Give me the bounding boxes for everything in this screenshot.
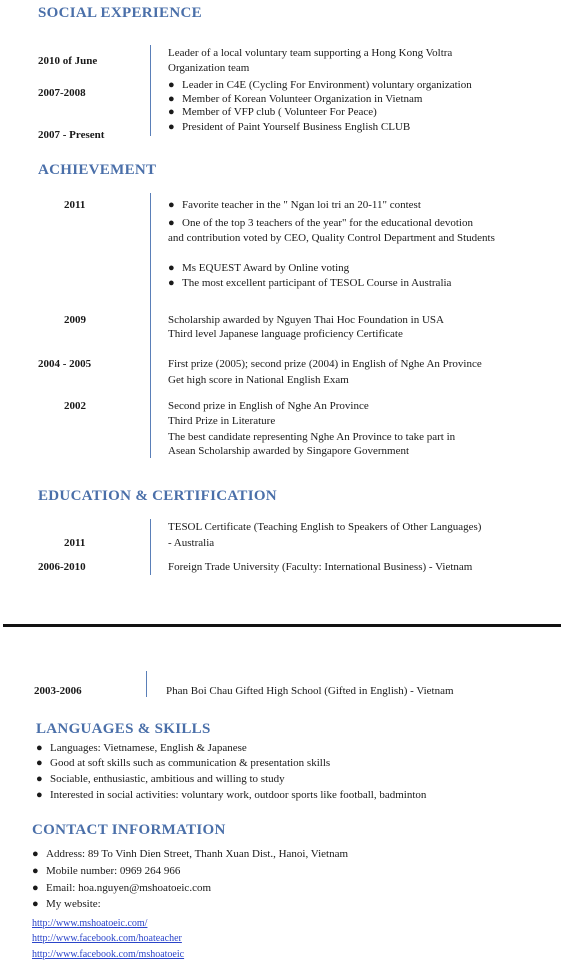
entry-text: Organization team [168,62,250,74]
entry-text: First prize (2005); second prize (2004) in English of Nghe An Province [168,358,482,370]
bullet-icon: ● [168,93,175,105]
entry-text: Third Prize in Literature [168,415,276,427]
contact-heading: CONTACT INFORMATION [32,822,226,838]
bullet-icon: ● [168,79,175,91]
entry-text: - Australia [168,537,215,549]
bullet-icon: ● [32,882,39,894]
section-rule [150,45,151,136]
list-item: ● President of Paint Yourself Business English CLUB [168,121,411,133]
list-item: ● Sociable, enthusiastic, ambitious and willing to study [36,773,285,785]
bullet-icon: ● [168,106,175,118]
achievement-heading: ACHIEVEMENT [38,162,157,178]
languages-skills-heading: LANGUAGES & SKILLS [36,721,211,737]
entry-text: The best candidate representing Nghe An Province to take part in [168,431,456,443]
bullet-icon: ● [168,121,175,133]
bullet-icon: ● [36,757,43,769]
list-item: ● Favorite teacher in the " Ngan loi tri an 20-11" contest [168,199,421,211]
date-label: 2010 of June [38,55,98,67]
entry-text: and contribution voted by CEO, Quality Control Department and Students [168,232,495,244]
list-item: ● The most excellent participant of TESOL Course in Australia [168,277,452,289]
education-heading: EDUCATION & CERTIFICATION [38,488,277,504]
contact-website: ● My website: [32,898,101,910]
bullet-icon: ● [32,898,39,910]
bullet-icon: ● [168,262,175,274]
bullet-icon: ● [32,848,39,860]
section-rule [146,671,147,697]
list-item: ● Languages: Vietnamese, English & Japanese [36,742,247,754]
bullet-icon: ● [36,742,43,754]
contact-email: ● Email: hoa.nguyen@mshoatoeic.com [32,882,212,894]
contact-address: ● Address: 89 To Vinh Dien Street, Thanh Xuan Dist., Hanoi, Vietnam [32,848,349,860]
entry-text: Asean Scholarship awarded by Singapore Government [168,445,410,457]
bullet-icon: ● [32,865,39,877]
list-item: ● One of the top 3 teachers of the year" for the educational devotion [168,217,473,229]
entry-text: Foreign Trade University (Faculty: International Business) - Vietnam [168,561,473,573]
date-label: 2009 [64,314,86,326]
list-item: ● Leader in C4E (Cycling For Environment) voluntary organization [168,79,472,91]
bullet-icon: ● [168,277,175,289]
date-label: 2011 [64,199,86,211]
entry-text: Get high score in National English Exam [168,374,349,386]
entry-text: Second prize in English of Nghe An Province [168,400,369,412]
bullet-icon: ● [36,789,43,801]
social-experience-heading: SOCIAL EXPERIENCE [38,5,202,21]
entry-text: TESOL Certificate (Teaching English to Speakers of Other Languages) [168,521,482,533]
facebook-link[interactable]: http://www.facebook.com/mshoatoeic [32,949,185,960]
website-link[interactable]: http://www.mshoatoeic.com/ [32,918,148,929]
section-rule [150,193,151,458]
date-label: 2011 [64,537,86,549]
entry-text: Phan Boi Chau Gifted High School (Gifted in English) - Vietnam [166,685,454,697]
date-label: 2007-2008 [38,87,86,99]
date-label: 2003-2006 [34,685,82,697]
section-rule [150,519,151,575]
facebook-link[interactable]: http://www.facebook.com/hoateacher [32,933,182,944]
entry-text: Leader of a local voluntary team supporting a Hong Kong Voltra [168,47,453,59]
date-label: 2007 - Present [38,129,105,141]
bullet-icon: ● [36,773,43,785]
entry-text: Scholarship awarded by Nguyen Thai Hoc Foundation in USA [168,314,444,326]
bullet-icon: ● [168,217,175,229]
list-item: ● Ms EQUEST Award by Online voting [168,262,350,274]
entry-text: Third level Japanese language proficiency Certificate [168,328,403,340]
date-label: 2006-2010 [38,561,86,573]
bullet-icon: ● [168,199,175,211]
list-item: ● Good at soft skills such as communication & presentation skills [36,757,331,769]
contact-mobile: ● Mobile number: 0969 264 966 [32,865,181,877]
date-label: 2002 [64,400,86,412]
list-item: ● Member of VFP club ( Volunteer For Peace) [168,106,377,118]
page-divider [3,624,561,627]
list-item: ● Member of Korean Volunteer Organization in Vietnam [168,93,423,105]
date-label: 2004 - 2005 [38,358,92,370]
list-item: ● Interested in social activities: voluntary work, outdoor sports like football, badminton [36,789,427,801]
